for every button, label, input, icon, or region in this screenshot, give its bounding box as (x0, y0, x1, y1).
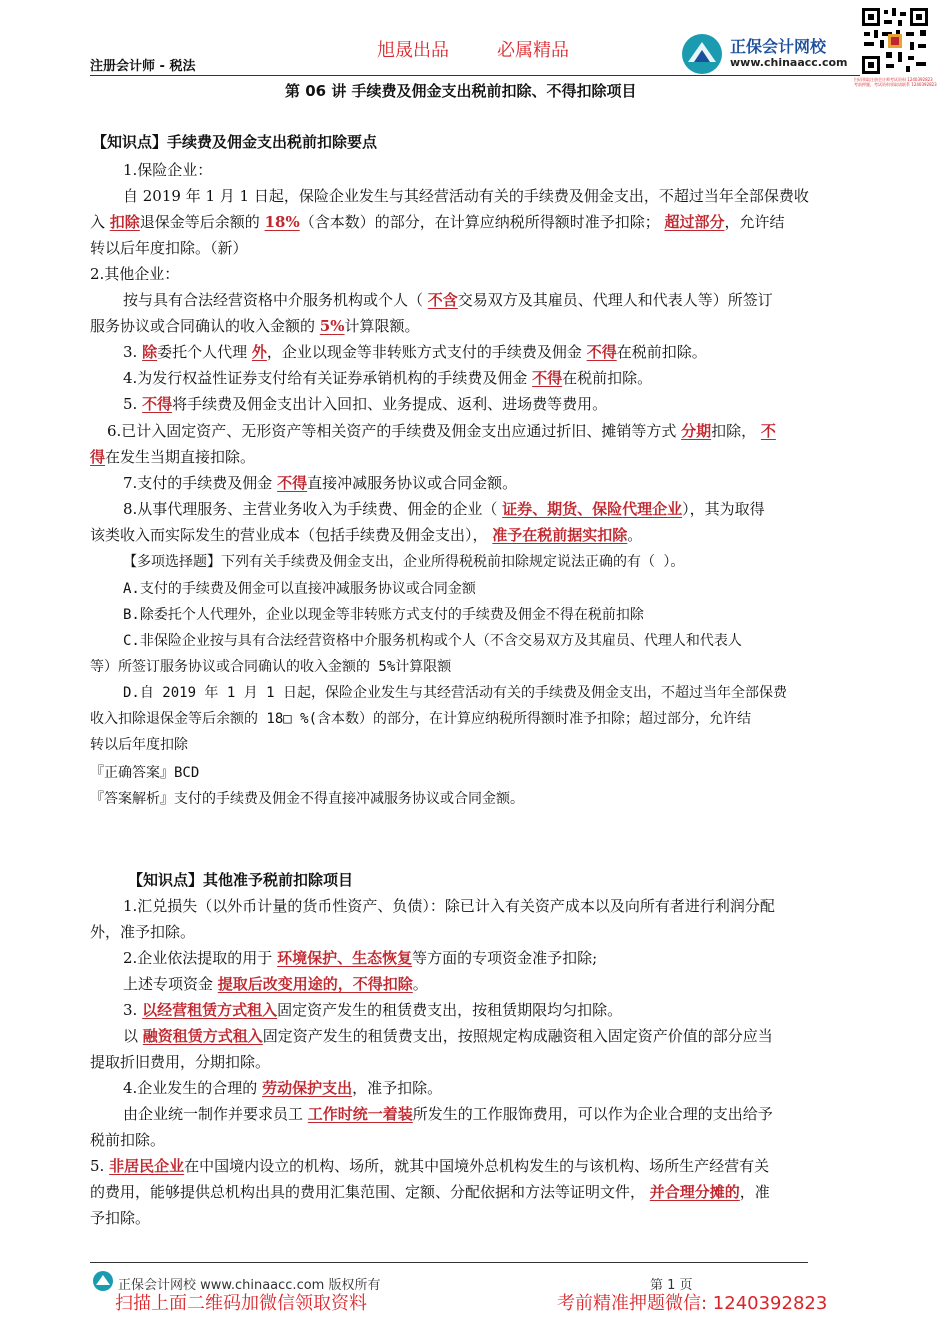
quiz-option-c-line1: C.非保险企业按与具有合法经营资格中介服务机构或个人（不含交易双方及其雇员、代理人和代表人 (123, 633, 742, 649)
slogan-left: 旭晟出品 (377, 40, 449, 61)
qr-code (854, 6, 937, 87)
p1-title: 1.保险企业： (123, 161, 213, 179)
qr-caption-1: 扫码领取注册会计师考试资料 1240392823 (854, 77, 933, 82)
p1-line2: 入 扣除退保金等后余额的 18%（含本数）的部分，在计算应纳税所得额时准予扣除； 超过部分，允许结 (90, 213, 785, 231)
q3b-line2: 提取折旧费用，分期扣除。 (90, 1053, 271, 1071)
p7-line: 7.支付的手续费及佣金 不得直接冲减服务协议或合同金额。 (123, 474, 518, 492)
p6-line2: 得在发生当期直接扣除。 (90, 448, 256, 466)
section1-heading: 【知识点】手续费及佣金支出税前扣除要点 (92, 133, 378, 151)
logo-url: www.chinaacc.com (730, 56, 848, 69)
p4-line: 4.为发行权益性证券支付给有关证券承销机构的手续费及佣金 不得在税前扣除。 (123, 369, 653, 387)
q4b-line1: 由企业统一制作并要求员工 工作时统一着装所发生的工作服饰费用，可以作为企业合理的支出给予 (123, 1105, 773, 1123)
footer-divider (90, 1262, 808, 1263)
footer-promo-right: 考前精准押题微信: 1240392823 (557, 1293, 828, 1314)
quiz-option-c-line2: 等）所签订服务协议或合同确认的收入金额的 5%计算限额 (90, 659, 452, 675)
quiz-option-b: B.除委托个人代理外，企业以现金等非转账方式支付的手续费及佣金不得在税前扣除 (123, 607, 644, 623)
p6-line1: 6.已计入固定资产、无形资产等相关资产的手续费及佣金支出应通过折旧、摊销等方式 分期扣除， 不 (107, 422, 776, 440)
quiz-question: 【多项选择题】下列有关手续费及佣金支出，企业所得税税前扣除规定说法正确的有（ ）。 (123, 554, 685, 570)
section2-heading: 【知识点】其他准予税前扣除项目 (128, 871, 354, 889)
footer-copyright: 正保会计网校 www.chinaacc.com 版权所有 (118, 1278, 381, 1293)
p1-line3: 转以后年度扣除。（新） (90, 239, 248, 257)
p2-title: 2.其他企业： (90, 265, 180, 283)
p8-line1: 8.从事代理服务、主营业务收入为手续费、佣金的企业（ 证券、期货、保险代理企业），其为取得 (123, 500, 765, 518)
p1-line1: 自 2019 年 1 月 1 日起，保险企业发生与其经营活动有关的手续费及佣金支出，不超过当年全部保费收 (123, 187, 809, 205)
q5-line1: 5. 非居民企业在中国境内设立的机构、场所，就其中国境外总机构发生的与该机构、场所生产经营有关 (90, 1157, 770, 1175)
q3b-line1: 以 融资租赁方式租入固定资产发生的租赁费支出，按照规定构成融资租入固定资产价值的部分应当 (123, 1027, 773, 1045)
q4b-line2: 税前扣除。 (90, 1131, 166, 1149)
quiz-option-a: A.支付的手续费及佣金可以直接冲减服务协议或合同金额 (123, 581, 476, 597)
quiz-option-d-line1: D.自 2019 年 1 月 1 日起，保险企业发生与其经营活动有关的手续费及佣金支出，不超过当年全部保费 (123, 685, 787, 701)
p2-line2: 服务协议或合同确认的收入金额的 5%计算限额。 (90, 317, 420, 335)
q2-line1: 2.企业依法提取的用于 环境保护、生态恢复等方面的专项资金准予扣除; (123, 949, 598, 967)
quiz-analysis: 『答案解析』支付的手续费及佣金不得直接冲减服务协议或合同金额。 (90, 791, 524, 807)
q2-line2: 上述专项资金 提取后改变用途的，不得扣除。 (123, 975, 428, 993)
quiz-option-d-line3: 转以后年度扣除 (90, 737, 188, 753)
p5-line: 5. 不得将手续费及佣金支出计入回扣、业务提成、返利、进场费等费用。 (123, 395, 608, 413)
q3-line: 3. 以经营租赁方式租入固定资产发生的租赁费支出，按租赁期限均匀扣除。 (123, 1001, 623, 1019)
logo-title: 正保会计网校 (730, 37, 827, 56)
quiz-option-d-line2: 收入扣除退保金等后余额的 18□ %(含本数）的部分，在计算应纳税所得额时准予扣除；超过部分，允许结 (90, 711, 751, 727)
course-label: 注册会计师 - 税法 (90, 59, 196, 74)
qr-caption-2: 考前押题，考试资料领取请联系 1240392823 (854, 82, 937, 87)
logo-icon (680, 32, 726, 76)
footer-promo-left: 扫描上面二维码加微信领取资料 (115, 1293, 367, 1314)
header-divider (90, 75, 860, 76)
logo (680, 32, 855, 76)
q5-line2: 的费用，能够提供总机构出具的费用汇集范围、定额、分配依据和方法等证明文件， 并合理分摊的，准 (90, 1183, 770, 1201)
q4-line: 4.企业发生的合理的 劳动保护支出，准予扣除。 (123, 1079, 443, 1097)
q1-line2: 外，准予扣除。 (90, 923, 196, 941)
lecture-title: 第 06 讲 手续费及佣金支出税前扣除、不得扣除项目 (285, 82, 637, 100)
q1-line1: 1.汇兑损失（以外币计量的货币性资产、负债）：除已计入有关资产成本以及向所有者进行利润分配 (123, 897, 775, 915)
footer-page-number: 第 1 页 (650, 1278, 693, 1293)
p8-line2: 该类收入而实际发生的营业成本（包括手续费及佣金支出）， 准予在税前据实扣除。 (90, 526, 643, 544)
p3-line: 3. 除委托个人代理 外，企业以现金等非转账方式支付的手续费及佣金 不得在税前扣除。 (123, 343, 707, 361)
q5-line3: 予扣除。 (90, 1209, 151, 1227)
p2-line1: 按与具有合法经营资格中介服务机构或个人（ 不含交易双方及其雇员、代理人和代表人等）所签订 (123, 291, 773, 309)
slogan-right: 必属精品 (497, 40, 569, 61)
footer-logo-icon (92, 1270, 114, 1292)
quiz-answer: 『正确答案』BCD (90, 765, 200, 781)
